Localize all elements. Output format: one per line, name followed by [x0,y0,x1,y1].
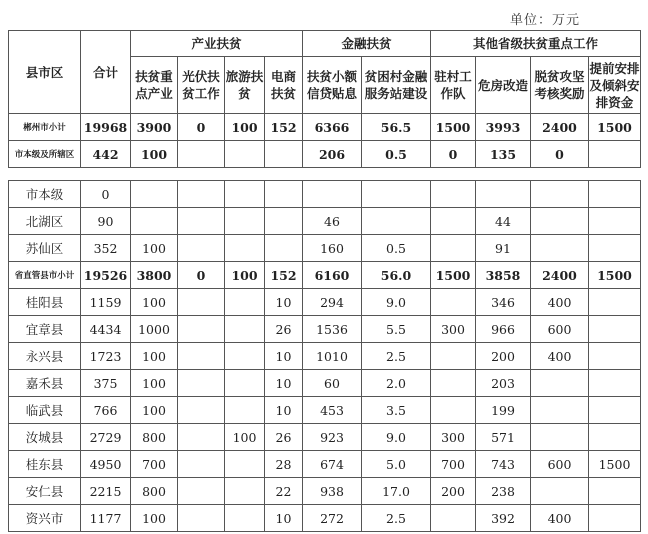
county-name-cell: 资兴市 [9,505,81,532]
value-cell: 3.5 [362,397,431,424]
value-cell [265,235,303,262]
header-sub-column: 电商扶贫 [265,57,303,114]
county-name-cell: 桂东县 [9,451,81,478]
row-total-cell: 19968 [81,114,131,141]
value-cell [589,289,641,316]
subtotal-row [9,141,641,168]
value-cell: 10 [265,370,303,397]
county-name-cell: 苏仙区 [9,235,81,262]
value-cell: 272 [303,505,362,532]
table-row [9,370,641,397]
value-cell: 938 [303,478,362,505]
value-cell: 3993 [476,114,531,141]
value-cell: 9.0 [362,289,431,316]
value-cell [178,370,225,397]
header-county: 县市区 [9,31,81,114]
row-total-cell: 1723 [81,343,131,370]
value-cell: 100 [225,114,265,141]
row-total-cell: 1177 [81,505,131,532]
value-cell [431,235,476,262]
value-cell: 5.5 [362,316,431,343]
value-cell [178,141,225,168]
row-total-cell: 4434 [81,316,131,343]
header-group-row [9,31,641,57]
value-cell: 160 [303,235,362,262]
value-cell: 346 [476,289,531,316]
row-total-cell: 375 [81,370,131,397]
row-total-cell: 2729 [81,424,131,451]
value-cell: 10 [265,343,303,370]
value-cell: 100 [131,505,178,532]
table-row [9,181,641,208]
value-cell: 206 [303,141,362,168]
value-cell [225,316,265,343]
value-cell [431,370,476,397]
value-cell: 91 [476,235,531,262]
value-cell: 46 [303,208,362,235]
header-total: 合计 [81,31,131,114]
subtotal-row [9,262,641,289]
county-name-cell: 市本级 [9,181,81,208]
value-cell: 6366 [303,114,362,141]
header-sub-column: 扶贫小额信贷贴息 [303,57,362,114]
value-cell [303,181,362,208]
header-sub-column: 扶贫重点产业 [131,57,178,114]
value-cell: 400 [531,289,589,316]
value-cell: 0 [178,262,225,289]
table-row [9,208,641,235]
value-cell: 3858 [476,262,531,289]
value-cell [431,343,476,370]
value-cell [589,424,641,451]
header-sub-column: 光伏扶贫工作 [178,57,225,114]
value-cell: 238 [476,478,531,505]
value-cell [531,424,589,451]
county-name-cell: 省直管县市小计 [9,262,81,289]
value-cell: 674 [303,451,362,478]
county-name-cell: 市本级及所辖区 [9,141,81,168]
header-sub-column: 驻村工作队 [431,57,476,114]
county-name-cell: 安仁县 [9,478,81,505]
value-cell: 203 [476,370,531,397]
table-row [9,343,641,370]
row-total-cell: 2215 [81,478,131,505]
value-cell: 294 [303,289,362,316]
value-cell: 200 [476,343,531,370]
value-cell [431,505,476,532]
value-cell: 17.0 [362,478,431,505]
value-cell: 392 [476,505,531,532]
value-cell: 0 [178,114,225,141]
value-cell: 100 [131,397,178,424]
value-cell: 3800 [131,262,178,289]
value-cell [589,316,641,343]
value-cell: 100 [225,424,265,451]
header-sub-column: 贫困村金融服务站建设 [362,57,431,114]
value-cell [265,141,303,168]
table-row [9,505,641,532]
value-cell [225,451,265,478]
value-cell [589,235,641,262]
value-cell: 44 [476,208,531,235]
value-cell: 400 [531,505,589,532]
value-cell [225,505,265,532]
value-cell [178,235,225,262]
value-cell [589,208,641,235]
value-cell: 1010 [303,343,362,370]
table-row [9,424,641,451]
poverty-fund-table [8,30,641,532]
spacer-cell [9,168,641,181]
value-cell: 26 [265,316,303,343]
row-total-cell: 442 [81,141,131,168]
value-cell: 700 [431,451,476,478]
value-cell: 100 [131,289,178,316]
value-cell [589,505,641,532]
value-cell: 100 [131,343,178,370]
table-body [9,114,641,532]
value-cell: 2400 [531,114,589,141]
county-name-cell: 桂阳县 [9,289,81,316]
value-cell: 152 [265,262,303,289]
value-cell [178,208,225,235]
value-cell [178,181,225,208]
value-cell: 1500 [589,262,641,289]
value-cell [431,397,476,424]
value-cell: 135 [476,141,531,168]
value-cell: 800 [131,478,178,505]
value-cell [265,208,303,235]
value-cell: 800 [131,424,178,451]
value-cell [225,235,265,262]
value-cell [431,181,476,208]
value-cell [178,424,225,451]
value-cell: 0.5 [362,141,431,168]
value-cell: 0.5 [362,235,431,262]
row-total-cell: 0 [81,181,131,208]
value-cell: 100 [131,141,178,168]
value-cell: 1500 [589,114,641,141]
value-cell: 200 [431,478,476,505]
value-cell [531,397,589,424]
row-total-cell: 19526 [81,262,131,289]
value-cell: 6160 [303,262,362,289]
value-cell [225,343,265,370]
table-row [9,397,641,424]
value-cell: 0 [431,141,476,168]
value-cell: 0 [531,141,589,168]
value-cell [589,397,641,424]
value-cell: 400 [531,343,589,370]
county-name-cell: 北湖区 [9,208,81,235]
unit-label: 单位：万元 [510,13,581,28]
value-cell [589,181,641,208]
value-cell: 600 [531,316,589,343]
value-cell [431,289,476,316]
value-cell: 1536 [303,316,362,343]
value-cell: 923 [303,424,362,451]
value-cell: 56.0 [362,262,431,289]
value-cell [225,370,265,397]
county-name-cell: 嘉禾县 [9,370,81,397]
row-total-cell: 1159 [81,289,131,316]
value-cell: 1000 [131,316,178,343]
value-cell: 1500 [589,451,641,478]
table-row [9,451,641,478]
value-cell [531,478,589,505]
value-cell: 2.5 [362,343,431,370]
value-cell: 300 [431,316,476,343]
value-cell [589,370,641,397]
header-sub-column: 危房改造 [476,57,531,114]
row-total-cell: 4950 [81,451,131,478]
value-cell [178,478,225,505]
header-sub-column: 脱贫攻坚考核奖励 [531,57,589,114]
value-cell: 3900 [131,114,178,141]
row-total-cell: 90 [81,208,131,235]
value-cell [531,208,589,235]
value-cell: 60 [303,370,362,397]
value-cell: 100 [225,262,265,289]
county-name-cell: 郴州市小计 [9,114,81,141]
spacer-row [9,168,641,181]
value-cell: 10 [265,397,303,424]
value-cell [178,397,225,424]
value-cell [589,478,641,505]
value-cell: 2.0 [362,370,431,397]
value-cell: 571 [476,424,531,451]
value-cell [589,141,641,168]
value-cell: 600 [531,451,589,478]
value-cell [589,343,641,370]
value-cell: 26 [265,424,303,451]
value-cell [178,289,225,316]
county-name-cell: 永兴县 [9,343,81,370]
county-name-cell: 临武县 [9,397,81,424]
value-cell: 1500 [431,114,476,141]
value-cell [225,289,265,316]
header-group-other: 其他省级扶贫重点工作 [431,31,641,57]
subtotal-row [9,114,641,141]
value-cell: 700 [131,451,178,478]
row-total-cell: 766 [81,397,131,424]
value-cell [225,478,265,505]
county-name-cell: 宜章县 [9,316,81,343]
value-cell: 10 [265,505,303,532]
header-group-finance: 金融扶贫 [303,31,431,57]
value-cell: 453 [303,397,362,424]
table-row [9,316,641,343]
row-total-cell: 352 [81,235,131,262]
value-cell: 2.5 [362,505,431,532]
value-cell [225,208,265,235]
value-cell: 100 [131,235,178,262]
value-cell [531,235,589,262]
value-cell [131,181,178,208]
value-cell: 152 [265,114,303,141]
value-cell [225,397,265,424]
value-cell: 199 [476,397,531,424]
header-sub-column: 提前安排及倾斜安排资金 [589,57,641,114]
value-cell [178,316,225,343]
value-cell [131,208,178,235]
value-cell [531,370,589,397]
value-cell: 966 [476,316,531,343]
value-cell [531,181,589,208]
value-cell [178,505,225,532]
value-cell: 743 [476,451,531,478]
table-row [9,478,641,505]
value-cell: 100 [131,370,178,397]
value-cell: 28 [265,451,303,478]
county-name-cell: 汝城县 [9,424,81,451]
value-cell: 22 [265,478,303,505]
value-cell [431,208,476,235]
table-row [9,289,641,316]
value-cell: 56.5 [362,114,431,141]
table-row [9,235,641,262]
value-cell: 5.0 [362,451,431,478]
header-sub-column: 旅游扶贫 [225,57,265,114]
value-cell: 10 [265,289,303,316]
value-cell: 9.0 [362,424,431,451]
value-cell [178,343,225,370]
header-group-industry: 产业扶贫 [131,31,303,57]
value-cell [362,181,431,208]
value-cell [265,181,303,208]
value-cell: 2400 [531,262,589,289]
value-cell [362,208,431,235]
value-cell [476,181,531,208]
value-cell: 300 [431,424,476,451]
value-cell [225,141,265,168]
value-cell [178,451,225,478]
value-cell [225,181,265,208]
value-cell: 1500 [431,262,476,289]
